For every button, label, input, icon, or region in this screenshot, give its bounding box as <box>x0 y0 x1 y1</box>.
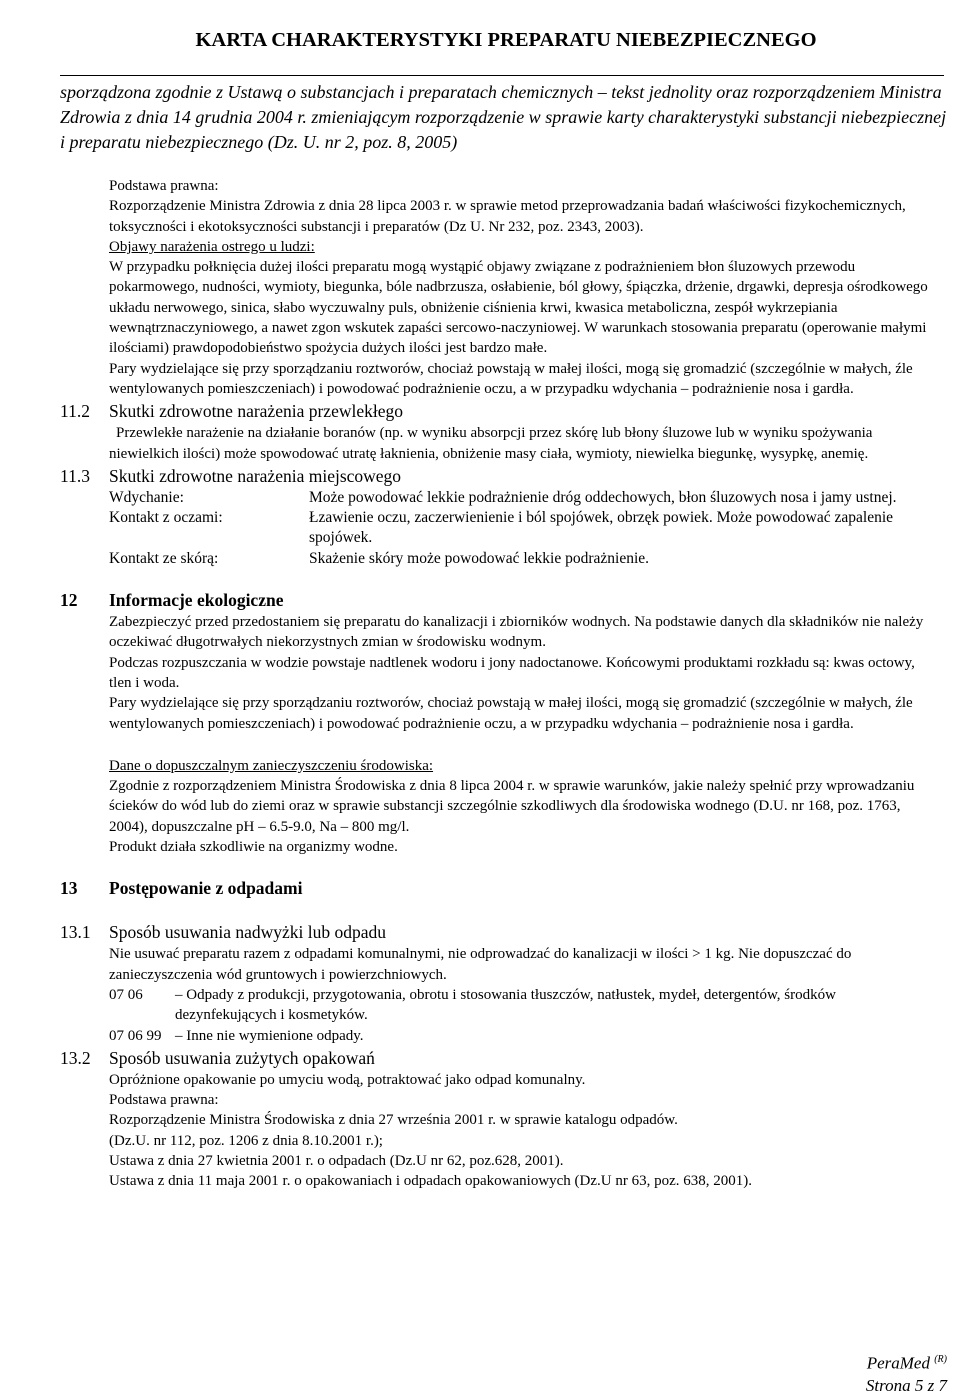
waste-code: 07 06 <box>109 986 143 1003</box>
subsection-title: Skutki zdrowotne narażenia miejscowego <box>109 465 402 486</box>
section-13-1-body <box>109 944 930 1045</box>
local-effect-row <box>109 488 930 508</box>
registered-mark: (R) <box>934 1354 947 1365</box>
acute-exposure-label: Objawy narażenia ostrego u ludzi: <box>109 238 315 255</box>
waste-code: 07 06 99 <box>109 1027 162 1044</box>
section-12-body <box>109 612 930 857</box>
waste-code-description: – Odpady z produkcji, przygotowania, obrotu i stosowania tłuszczów, natłustek, mydeł, detergentów, środków dezynfekujących i kosmetyków. <box>175 986 836 1024</box>
acute-exposure-text: W przypadku połknięcia dużej ilości preparatu mogą wystąpić objawy związane z podrażnieniem błon śluzowych przewodu pokarmowego, nudności, wymioty, biegunka, bóle nadbrzusza, osłabienie, ból głowy, śpiączka, drżenie, drgawki, depresja ośrodkowego układu nerwowego, sinica, słabo wyczuwalny puls, obniżenie ciśnienia krwi, kwasica metaboliczna, zespół wykrzepiania wewnątrznaczyniowego, a nawet zgon wskutek zapaści sercowo-naczyniowej. W warunkach stosowania preparatu (operowanie małymi ilościami) prawdopodobieństwo spożycia dużych ilości jest bardzo małe. <box>109 259 928 357</box>
legal-basis-label: Podstawa prawna: <box>109 178 219 194</box>
eco-paragraph: Podczas rozpuszczania w wodzie powstaje nadtlenek wodoru i jony nadoctanowe. Końcowymi produktami rozkładu są: kwas octowy, tlen i woda. <box>109 654 915 691</box>
local-effect-row <box>109 508 930 549</box>
document-title: KARTA CHARAKTERYSTYKI PREPARATU NIEBEZPIECZNEGO <box>195 29 817 51</box>
section-11-continued <box>109 176 930 399</box>
section-number: 12 <box>60 590 78 611</box>
legal-basis-text: Rozporządzenie Ministra Zdrowia z dnia 28 lipca 2003 r. w sprawie metod przeprowadzania badań właściwości fizykochemicznych, toksyczności i ekotoksyczności substancji i preparatów (Dz U. Nr 232, poz. 2343, 2003). <box>109 198 906 235</box>
env-data-label: Dane o dopuszczalnym zanieczyszczeniu środowiska: <box>109 757 434 774</box>
subsection-number: 11.2 <box>60 401 90 422</box>
local-effect-value: Może powodować lekkie podrażnienie dróg oddechowych, błon śluzowych nosa i jamy ustnej. <box>309 488 897 506</box>
legal-line: (Dz.U. nr 112, poz. 1206 z dnia 8.10.2001 r.); <box>109 1132 383 1149</box>
subsection-13-1-heading <box>60 921 930 944</box>
waste-code-description: – Inne nie wymienione odpady. <box>175 1027 364 1044</box>
brand-name: PeraMed <box>866 1353 930 1373</box>
vapour-text: Pary wydzielające się przy sporządzaniu roztworów, chociaż powstają w małej ilości, mogą się gromadzić (szczególnie w małych, źle wentylowanych pomieszczeniach) i powodować podrażnienie oczu, a w przypadku wdychania – podrażnienie nosa i gardła. <box>109 360 913 397</box>
waste-code-row <box>109 985 930 1026</box>
subsection-number: 13.1 <box>60 922 91 943</box>
document-body <box>60 176 930 1192</box>
page-number: Strona 5 z 7 <box>865 1375 947 1395</box>
local-effect-row <box>109 549 930 569</box>
env-data-text-2: Produkt działa szkodliwie na organizmy wodne. <box>109 839 398 856</box>
subsection-number: 11.3 <box>60 465 90 486</box>
legal-line: Ustawa z dnia 27 kwietnia 2001 r. o odpadach (Dz.U nr 62, poz.628, 2001). <box>109 1152 564 1169</box>
section-title: Postępowanie z odpadami <box>109 878 303 899</box>
env-data-text: Zgodnie z rozporządzeniem Ministra Środowiska z dnia 8 lipca 2004 r. w sprawie warunków, jakie należy spełnić przy wprowadzaniu ścieków do wód lub do ziemi oraz w sprawie substancji szczególnie szkodliwych dla środowiska wodnego (D.U. nr 168, poz. 1763, 2004), dopuszczalne pH – 6.5-9.0, Na – 800 mg/l. <box>109 778 915 835</box>
section-title: Informacje ekologiczne <box>109 590 284 611</box>
section-13-heading <box>60 877 930 900</box>
section-13-2-body <box>109 1070 930 1192</box>
subsection-13-2-heading <box>60 1047 930 1070</box>
packaging-text: Opróżnione opakowanie po umyciu wodą, potraktować jako odpad komunalny. <box>109 1071 586 1088</box>
local-effect-value: Łzawienie oczu, zaczerwienienie i ból spojówek, obrzęk powiek. Może powodować zapalenie spojówek. <box>309 509 894 547</box>
local-effect-label: Kontakt ze skórą: <box>109 549 219 567</box>
section-12-heading <box>60 589 930 612</box>
legal-line: Rozporządzenie Ministra Środowiska z dnia 27 września 2001 r. w sprawie katalogu odpadów. <box>109 1112 678 1129</box>
waste-code-row <box>109 1026 930 1046</box>
subsection-title: Skutki zdrowotne narażenia przewlekłego <box>109 401 403 422</box>
subsection-title: Sposób usuwania zużytych opakowań <box>109 1047 375 1068</box>
local-effects-list <box>109 488 930 569</box>
legal-basis-label: Podstawa prawna: <box>109 1092 219 1109</box>
subsection-number: 13.2 <box>60 1047 91 1068</box>
local-effect-label: Kontakt z oczami: <box>109 509 223 527</box>
section-number: 13 <box>60 878 78 899</box>
eco-paragraph: Pary wydzielające się przy sporządzaniu roztworów, chociaż powstają w małej ilości, mogą się gromadzić (szczególnie w małych, źle wentylowanych pomieszczeniach) i powodować podrażnienie oczu, a w przypadku wdychania – podrażnienie nosa i gardła. <box>109 695 913 732</box>
title-rule <box>60 75 944 76</box>
page-footer <box>866 1349 947 1397</box>
subsection-11-3-heading <box>60 465 930 488</box>
chronic-exposure-text: Przewlekłe narażenie na działanie boranów (np. w wyniku absorpcji przez skórę lub błony śluzowe lub w wyniku spożywania niewielkich ilości) może spowodować utratę łaknienia, obniżenie masy ciała, wymioty, niewielka biegunkę, wysypkę, anemię. <box>109 425 873 462</box>
eco-paragraph: Zabezpieczyć przed przedostaniem się preparatu do kanalizacji i zbiorników wodnych. Na podstawie danych dla składników nie należy oczekiwać długotrwałych niekorzystnych zmian w środowisku wodnym. <box>109 614 924 651</box>
subsection-11-2-heading <box>60 400 930 423</box>
local-effect-label: Wdychanie: <box>109 488 184 506</box>
local-effect-value: Skażenie skóry może powodować lekkie podrażnienie. <box>309 549 650 567</box>
legal-line: Ustawa z dnia 11 maja 2001 r. o opakowaniach i odpadach opakowaniowych (Dz.U nr 63, poz. 638, 2001). <box>109 1173 753 1190</box>
document-subtitle: sporządzona zgodnie z Ustawą o substancjach i preparatach chemicznych – tekst jednolity oraz rozporządzeniem Ministra Zdrowia z dnia 14 grudnia 2004 r. zmieniającym rozporządzenie w sprawie karty charakterystyki substancji niebezpiecznej i preparatu niebezpiecznego (Dz. U. nr 2, poz. 8, 2005) <box>60 82 947 152</box>
subsection-title: Sposób usuwania nadwyżki lub odpadu <box>109 922 387 943</box>
disposal-text: Nie usuwać preparatu razem z odpadami komunalnymi, nie odprowadzać do kanalizacji w ilości > 1 kg. Nie dopuszczać do zanieczyszczenia wód gruntowych i powierzchniowych. <box>109 946 852 983</box>
